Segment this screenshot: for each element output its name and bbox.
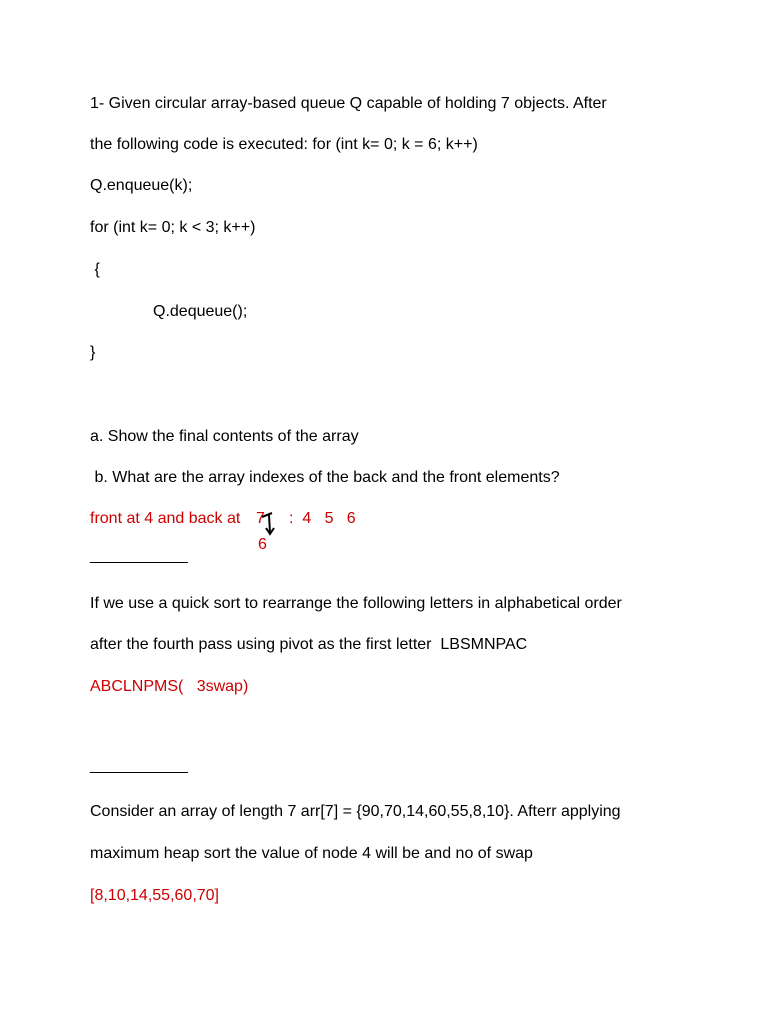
question1-part-a: a. Show the final contents of the array	[90, 428, 359, 445]
question3-line2: maximum heap sort the value of node 4 will be and no of swap	[90, 845, 533, 862]
answer-correction: 6	[258, 536, 267, 553]
question3-line1: Consider an array of length 7 arr[7] = {90,70,14,60,55,8,10}. Afterr applying	[90, 803, 621, 820]
separator-2: ___________	[90, 757, 188, 774]
answer-main-text: front at 4 and back at	[90, 510, 241, 527]
question1-line1: 1- Given circular array-based queue Q capable of holding 7 objects. After	[90, 95, 607, 112]
question1-part-b: b. What are the array indexes of the back and the front elements?	[90, 469, 560, 486]
answer-struck-value: 7	[256, 510, 265, 527]
question3-answer: [8,10,14,55,60,70]	[90, 887, 219, 904]
down-arrow-icon	[260, 511, 280, 537]
question1-line6: Q.dequeue();	[153, 303, 248, 320]
separator-1: ___________	[90, 547, 188, 564]
question1-line7: }	[90, 344, 96, 361]
question1-line3: Q.enqueue(k);	[90, 177, 193, 194]
answer-contents: : 4 5 6	[289, 510, 356, 527]
question1-line2: the following code is executed: for (int k= 0; k = 6; k++)	[90, 136, 478, 153]
question2-line1: If we use a quick sort to rearrange the following letters in alphabetical order	[90, 595, 622, 612]
question2-answer: ABCLNPMS( 3swap)	[90, 678, 249, 695]
question1-line5: {	[90, 261, 100, 278]
question1-line4: for (int k= 0; k < 3; k++)	[90, 219, 256, 236]
question2-line2: after the fourth pass using pivot as the first letter LBSMNPAC	[90, 636, 528, 653]
